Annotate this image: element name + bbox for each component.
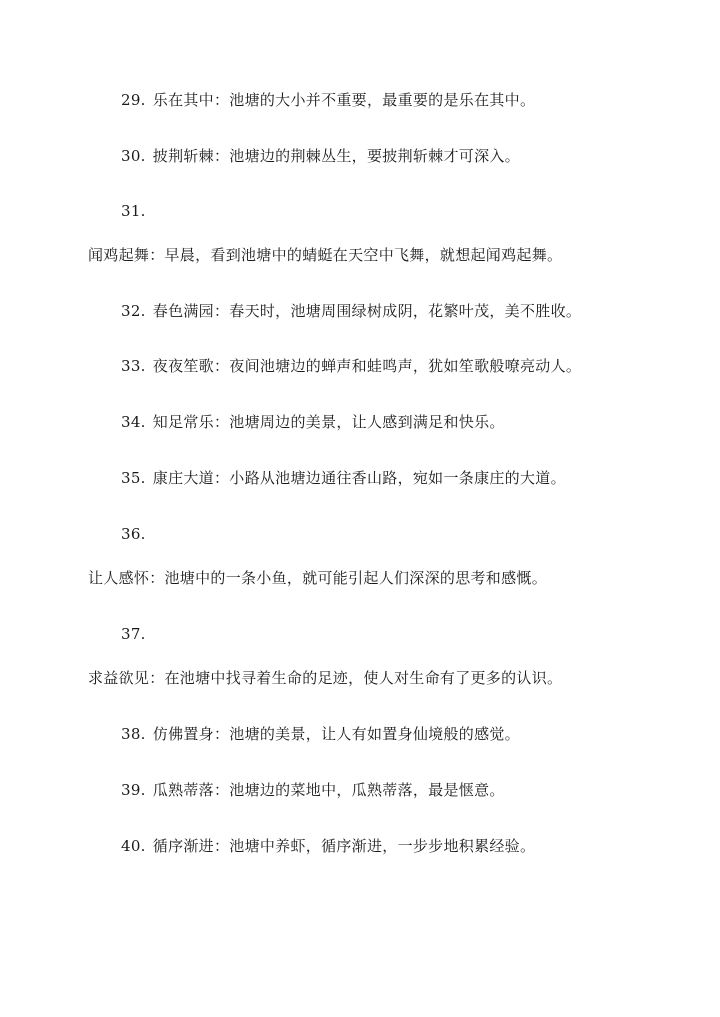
list-item: [121, 836, 535, 856]
list-item: [121, 301, 581, 321]
list-item: [121, 356, 581, 376]
item-number: 34.: [121, 413, 146, 431]
item-number: 38.: [121, 725, 146, 743]
item-number: 39.: [121, 781, 146, 799]
item-number: 37.: [121, 625, 146, 643]
item-text: 夜夜笙歌：夜间池塘边的蝉声和蛙鸣声，犹如笙歌般嘹亮动人。: [152, 357, 582, 375]
item-number: 29.: [121, 91, 146, 109]
item-text: 求益欲见：在池塘中找寻着生命的足迹，使人对生命有了更多的认识。: [88, 669, 563, 687]
list-item: [121, 468, 566, 488]
item-number: 31.: [121, 202, 146, 220]
list-item: [121, 780, 505, 800]
item-number: 32.: [121, 302, 146, 320]
item-text: 披荆斩棘：池塘边的荆棘丛生，要披荆斩棘才可深入。: [152, 147, 520, 165]
item-text: 循序渐进：池塘中养虾，循序渐进，一步步地积累经验。: [152, 837, 536, 855]
item-number: 33.: [121, 357, 146, 375]
item-text: 知足常乐：池塘周边的美景，让人感到满足和快乐。: [152, 413, 505, 431]
list-item: [121, 724, 520, 744]
item-text: 瓜熟蒂落：池塘边的菜地中，瓜熟蒂落，最是惬意。: [152, 781, 505, 799]
list-item: [121, 146, 520, 166]
item-text: 康庄大道：小路从池塘边通往香山路，宛如一条康庄的大道。: [152, 469, 566, 487]
item-text: 春色满园：春天时，池塘周围绿树成阴，花繁叶茂，美不胜收。: [152, 302, 582, 320]
item-text: 闻鸡起舞：早晨，看到池塘中的蜻蜓在天空中飞舞，就想起闻鸡起舞。: [88, 246, 563, 264]
item-number: 30.: [121, 147, 146, 165]
list-item: [121, 412, 505, 432]
list-item: [121, 90, 535, 110]
item-number: 40.: [121, 837, 146, 855]
item-number: 36.: [121, 525, 146, 543]
item-number: 35.: [121, 469, 146, 487]
item-text: 让人感怀：池塘中的一条小鱼，就可能引起人们深深的思考和感慨。: [88, 569, 548, 587]
item-text: 乐在其中：池塘的大小并不重要，最重要的是乐在其中。: [152, 91, 536, 109]
item-text: 仿佛置身：池塘的美景，让人有如置身仙境般的感觉。: [152, 725, 520, 743]
